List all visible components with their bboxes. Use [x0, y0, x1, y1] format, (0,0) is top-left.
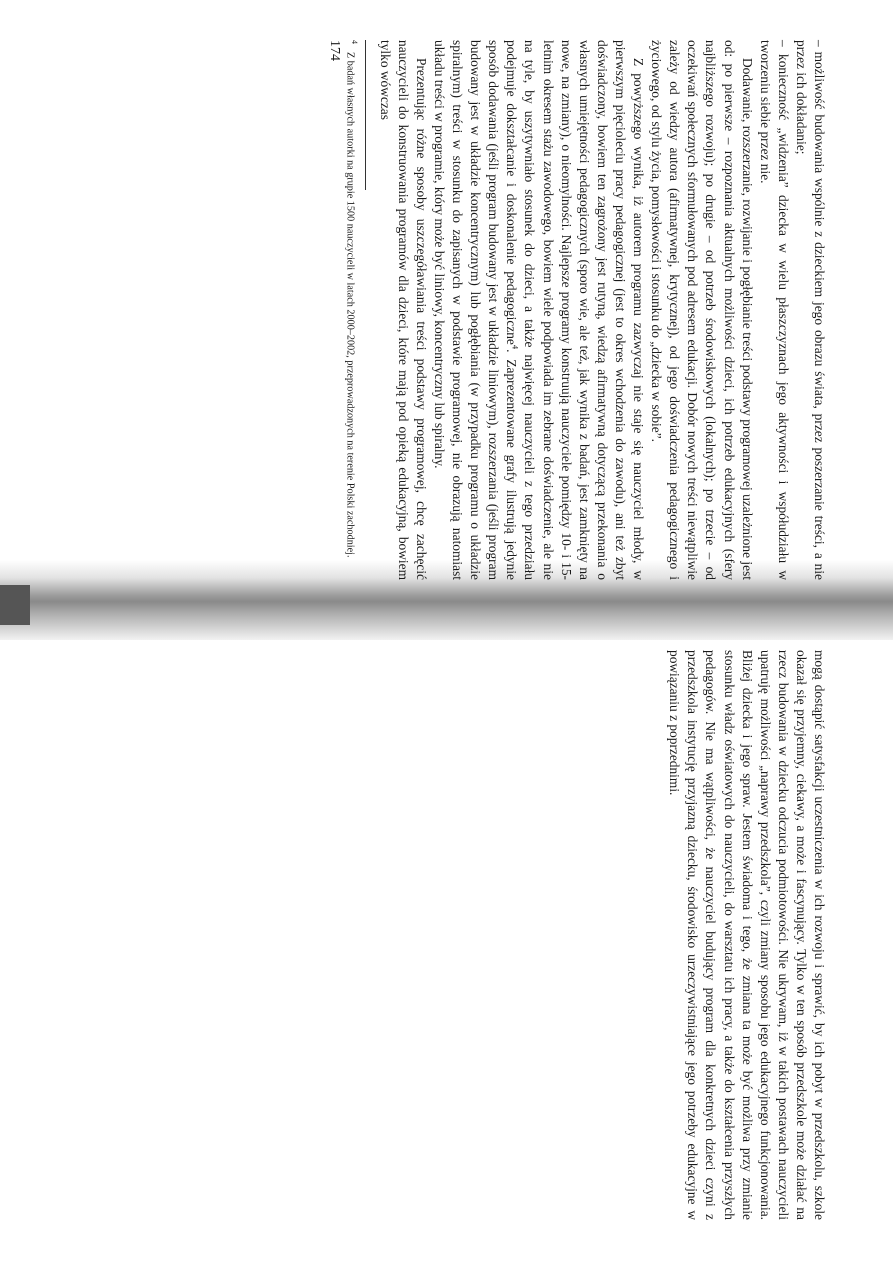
paragraph [430, 40, 647, 580]
right-page [48, 650, 828, 1220]
paragraph-text: . Zaprezentowane grafy ilustrują jedynie sposób dodawania (jeśli program budowany jest w układzie liniowym), rozszerzania (jeśli program budowany jest w układzie koncentrycznym) lub pogłębiania (w przypadku programu o układzie spiralnym) treści w stosunku do zapisanych w podstawie programowej, nie obrazują natomiast układu treści w programie, który może być liniowy, koncentryczny lub spiralny. [432, 40, 520, 580]
list-item: – konieczność „widzenia” dziecka w wielu płaszczyznach jego aktywności i współudziału w tworzeniu siebie przez nie. [757, 40, 791, 580]
paragraph: Prezentując różne sposoby uszczegóławiania treści podstawy programowej, chcę zachęcić nauczycieli do konstruowania programów dla dzieci, które mają pod opieką edukacyjną, bowiem tylko wówczas [377, 40, 429, 580]
page-number: 174 [327, 40, 343, 61]
left-page [48, 40, 828, 580]
footnote-text: Z badań własnych autorki na grupie 1500 nauczycieli w latach 2000–2002, przeprowadzonych na terenie Polski zachodniej. [344, 52, 356, 558]
footnote-divider [365, 40, 366, 190]
footnote-mark: 4 [349, 40, 359, 44]
footnote-reference: 4 [510, 344, 521, 350]
list-item: – możliwość budowania wspólnie z dzieckiem jego obrazu świata, przez poszerzanie treści, a nie przez ich dokładanie; [793, 40, 827, 580]
footnote [343, 40, 360, 580]
paragraph-text: Z powyższego wynika, iż autorem programu zazwyczaj nie staje się nauczyciel młody, w pierwszym pięcioleciu pracy pedagogicznej (jest to okres wchodzenia do zawodu), ani też zbyt doświadczony, bowiem ten zagrożony jest rutyną, wiedzą afirmatywną dotyczącą przekonania o własnych umiejętności pedagogicznych (sporo wie, ale też, jak wynika z badań, jest zamknięty na nowe, na zmiany), o nieomylności. Najlepsze programy konstruują nauczyciele pomiędzy 10- i 15-letnim okresem stażu zawodowego, bowiem wiele podpowiada im zebrane doświadczenie, ale nie na tyle, by uszytywniało stosunek do dzieci, a także najwięcej nauczycieli z tego przedziału podejmuje dokształcanie i doskonalenie pedagogiczne [504, 40, 647, 580]
paragraph: Dodawanie, rozszerzanie, rozwijanie i pogłębianie treści podstawy programowej uzależnione jest od: po pierwsze – rozpoznania aktualnych możliwości dzieci, ich potrzeb edukacyjnych (sfery najbliższego rozwoju); po drugie – od potrzeb środowiskowych (lokalnych); po trzecie – od oczekiwań społecznych sformułowanych pod adresem edukacji. Dobór nowych treści niewątpliwie zależy od wiedzy autora (afirmatywnej, krytycznej), od jego doświadczenia pedagogicznego i życiowego, od stylu życia, pomysłowości i stosunku do „dziecka w sobie”. [649, 40, 755, 580]
paragraph: mogą dostąpić satysfakcji uczestniczenia w ich rozwoju i sprawić, by ich pobyt w przedszkolu, szkole okazał się przyjemny, ciekawy, a może i fascynujący. Tylko w ten sposób przedszkole może działać na rzecz budowania w dziecku odczucia podmiotowości. Nie ukrywam, iż w takich postawach nauczycieli upatruję możliwości „naprawy przedszkola”, czyli zmiany sposobu jego edukacyjnego funkcjonowania. Bliżej dziecka i jego spraw. Jestem świadoma i tego, że zmiana ta może być możliwa przy zmianie stosunku władz oświatowych do nauczycieli, do warsztatu ich pracy, a także do kształcenia przyszłych pedagogów. Nie ma wątpliwości, że nauczyciel budujący program dla konkretnych dzieci czyni z przedszkola instytucję przyjazną dziecku, środowisko urzeczywistniające jego potrzeby edukacyjne w powiązaniu z poprzednimi. [667, 650, 827, 1220]
scan-edge-shadow [0, 585, 30, 625]
